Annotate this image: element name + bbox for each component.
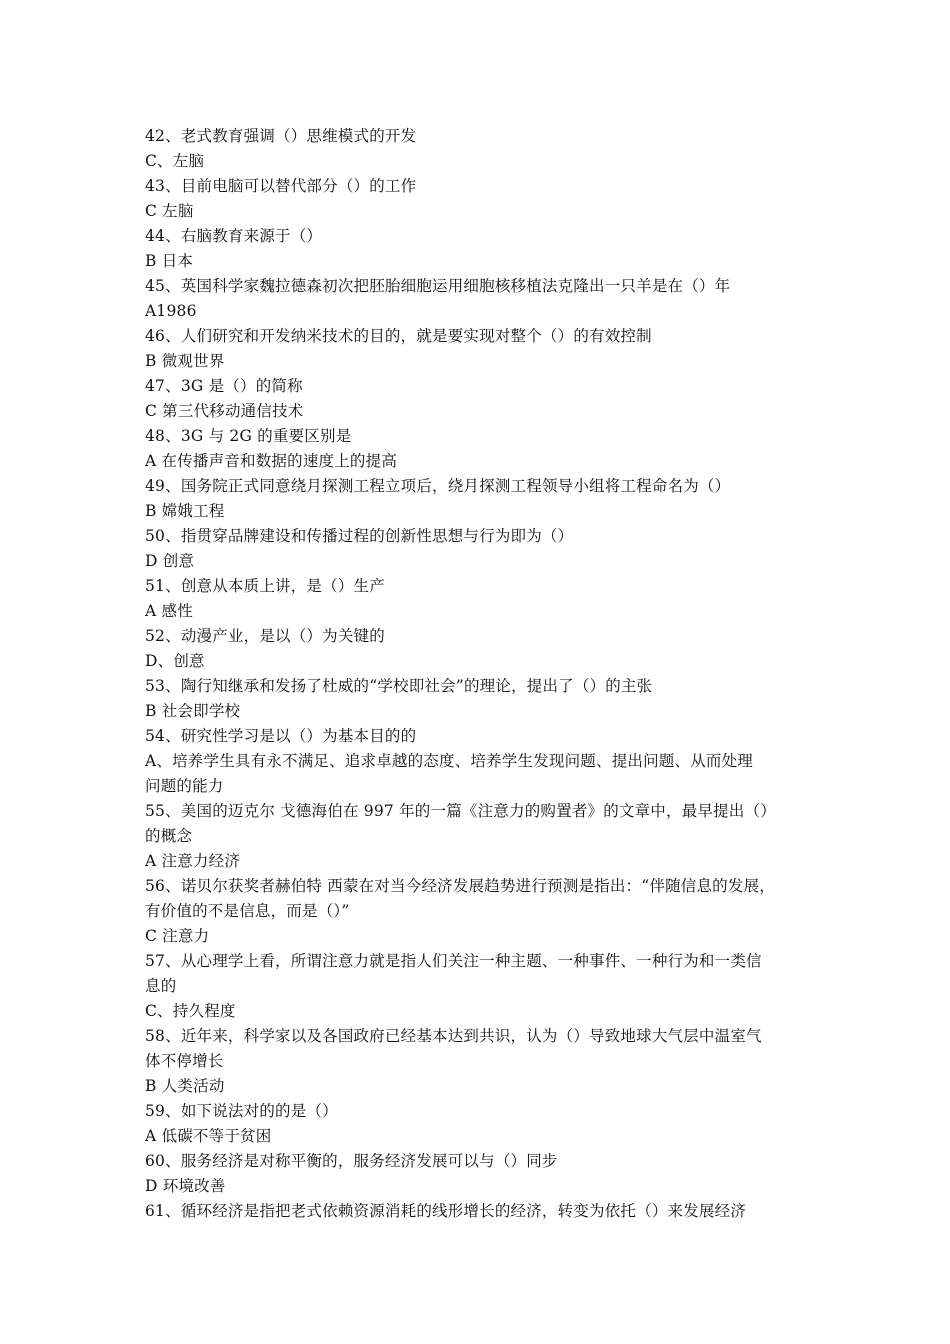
answer-52: D、创意 xyxy=(145,652,205,670)
document-body xyxy=(145,124,825,1224)
question-57-continued: 息的 xyxy=(145,977,177,995)
answer-43: C 左脑 xyxy=(145,202,194,220)
question-53: 53、陶行知继承和发扬了杜威的“学校即社会”的理论，提出了（）的主张 xyxy=(145,677,653,695)
answer-55: A 注意力经济 xyxy=(145,852,241,870)
answer-60: D 环境改善 xyxy=(145,1177,226,1195)
answer-53: B 社会即学校 xyxy=(145,702,241,720)
question-48: 48、3G 与 2G 的重要区别是 xyxy=(145,427,352,445)
question-54: 54、研究性学习是以（）为基本目的的 xyxy=(145,727,417,745)
question-51: 51、创意从本质上讲，是（）生产 xyxy=(145,577,385,595)
answer-48: A 在传播声音和数据的速度上的提高 xyxy=(145,452,398,470)
answer-47: C 第三代移动通信技术 xyxy=(145,402,304,420)
answer-51: A 感性 xyxy=(145,602,193,620)
answer-46: B 微观世界 xyxy=(145,352,225,370)
question-55-continued: 的概念 xyxy=(145,827,193,845)
answer-45: A1986 xyxy=(145,302,197,320)
question-58-continued: 体不停增长 xyxy=(145,1052,224,1070)
question-59: 59、如下说法对的的是（） xyxy=(145,1102,338,1120)
answer-49: B 嫦娥工程 xyxy=(145,502,225,520)
question-60: 60、服务经济是对称平衡的，服务经济发展可以与（）同步 xyxy=(145,1152,558,1170)
question-58: 58、近年来，科学家以及各国政府已经基本达到共识，认为（）导致地球大气层中温室气 xyxy=(145,1027,762,1045)
question-43: 43、目前电脑可以替代部分（）的工作 xyxy=(145,177,417,195)
answer-57: C、持久程度 xyxy=(145,1002,236,1020)
question-44: 44、右脑教育来源于（） xyxy=(145,227,323,245)
question-49: 49、国务院正式同意绕月探测工程立项后，绕月探测工程领导小组将工程命名为（） xyxy=(145,477,731,495)
question-56-continued: 有价值的不是信息，而是（）” xyxy=(145,902,350,920)
answer-58: B 人类活动 xyxy=(145,1077,225,1095)
question-56: 56、诺贝尔获奖者赫伯特 西蒙在对当今经济发展趋势进行预测是指出：“伴随信息的发展， xyxy=(145,877,775,895)
answer-54-continued: 问题的能力 xyxy=(145,777,224,795)
question-57: 57、从心理学上看，所谓注意力就是指人们关注一种主题、一种事件、一种行为和一类信 xyxy=(145,952,762,970)
question-61: 61、循环经济是指把老式依赖资源消耗的线形增长的经济，转变为依托（）来发展经济 xyxy=(145,1202,747,1220)
answer-44: B 日本 xyxy=(145,252,194,270)
question-42: 42、老式教育强调（）思维模式的开发 xyxy=(145,127,417,145)
question-47: 47、3G 是（）的简称 xyxy=(145,377,303,395)
answer-50: D 创意 xyxy=(145,552,195,570)
answer-42: C、左脑 xyxy=(145,152,205,170)
question-50: 50、指贯穿品牌建设和传播过程的创新性思想与行为即为（） xyxy=(145,527,574,545)
answer-54: A、培养学生具有永不满足、追求卓越的态度、培养学生发现问题、提出问题、从而处理 xyxy=(145,752,753,770)
answer-59: A 低碳不等于贫困 xyxy=(145,1127,272,1145)
question-52: 52、动漫产业，是以（）为关键的 xyxy=(145,627,385,645)
question-46: 46、人们研究和开发纳米技术的目的，就是要实现对整个（）的有效控制 xyxy=(145,327,652,345)
answer-56: C 注意力 xyxy=(145,927,210,945)
question-45: 45、英国科学家魏拉德森初次把胚胎细胞运用细胞核移植法克隆出一只羊是在（）年 xyxy=(145,277,731,295)
question-55: 55、美国的迈克尔 戈德海伯在 997 年的一篇《注意力的购置者》的文章中，最早提出（） xyxy=(145,802,776,820)
